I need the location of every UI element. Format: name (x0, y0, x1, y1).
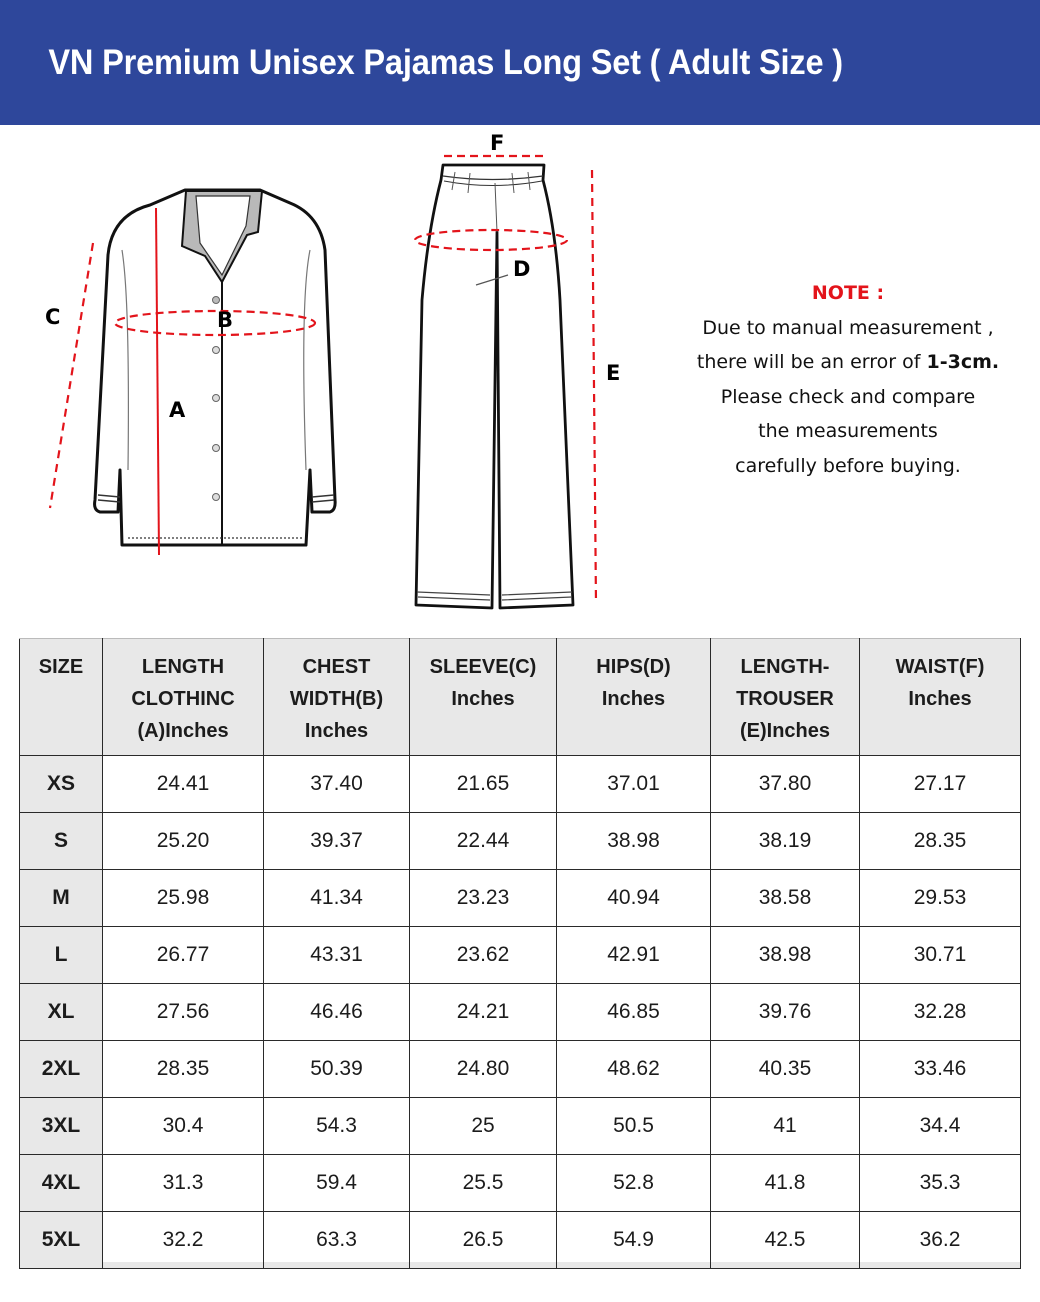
waist-cell: 28.35 (860, 813, 1021, 870)
table-row (20, 1098, 1021, 1155)
hips-cell: 50.5 (557, 1098, 711, 1155)
shirt-diagram-icon (40, 180, 340, 560)
chest-width-cell: 46.46 (264, 984, 410, 1041)
chest-width-cell: 41.34 (264, 870, 410, 927)
length-clothing-cell: 24.41 (103, 756, 264, 813)
waist-cell: 29.53 (860, 870, 1021, 927)
length-clothing-cell: 31.3 (103, 1155, 264, 1212)
length-clothing-cell: 30.4 (103, 1098, 264, 1155)
chest-width-cell: 50.39 (264, 1041, 410, 1098)
note-error-range: 1-3cm. (926, 351, 1000, 374)
shirt-label-a: A (169, 398, 186, 422)
header-waist: WAIST(F) Inches (860, 639, 1021, 756)
length-clothing-cell: 25.20 (103, 813, 264, 870)
waist-cell: 34.4 (860, 1098, 1021, 1155)
chest-width-cell: 59.4 (264, 1155, 410, 1212)
shirt-label-c: C (45, 305, 61, 329)
header-hips: HIPS(D) Inches (557, 639, 711, 756)
sleeve-cell: 25 (410, 1098, 557, 1155)
chest-width-cell: 43.31 (264, 927, 410, 984)
hips-cell: 40.94 (557, 870, 711, 927)
header-size: SIZE (20, 639, 103, 756)
table-row (20, 1212, 1021, 1269)
sleeve-cell: 26.5 (410, 1212, 557, 1269)
hips-cell: 52.8 (557, 1155, 711, 1212)
table-row (20, 870, 1021, 927)
header-length-trouser: LENGTH- TROUSER (E)Inches (711, 639, 860, 756)
sleeve-cell: 23.62 (410, 927, 557, 984)
shirt-label-b: B (217, 308, 234, 332)
length-clothing-cell: 28.35 (103, 1041, 264, 1098)
sleeve-cell: 22.44 (410, 813, 557, 870)
length-trouser-cell: 41 (711, 1098, 860, 1155)
title-banner (0, 0, 1040, 125)
size-cell: S (20, 813, 103, 870)
length-trouser-cell: 39.76 (711, 984, 860, 1041)
hips-cell: 42.91 (557, 927, 711, 984)
waist-cell: 30.71 (860, 927, 1021, 984)
sleeve-cell: 25.5 (410, 1155, 557, 1212)
size-cell: XS (20, 756, 103, 813)
note-line-2 (672, 345, 1024, 380)
table-row (20, 927, 1021, 984)
table-row (20, 756, 1021, 813)
note-line-5: carefully before buying. (735, 454, 961, 477)
note-line-2-text: there will be an error of (696, 351, 927, 374)
table-row (20, 984, 1021, 1041)
table-row (20, 1155, 1021, 1212)
sleeve-cell: 24.21 (410, 984, 557, 1041)
header-chest-width: CHEST WIDTH(B) Inches (264, 639, 410, 756)
hips-cell: 54.9 (557, 1212, 711, 1269)
note-title: NOTE : (811, 282, 885, 304)
header-length-clothing: LENGTH CLOTHINC (A)Inches (103, 639, 264, 756)
size-cell: 4XL (20, 1155, 103, 1212)
length-trouser-cell: 40.35 (711, 1041, 860, 1098)
note-line-1: Due to manual measurement , (702, 316, 994, 339)
sleeve-cell: 21.65 (410, 756, 557, 813)
page-title: VN Premium Unisex Pajamas Long Set ( Adult Size ) (48, 42, 843, 82)
table-header-row (20, 639, 1021, 756)
size-cell: M (20, 870, 103, 927)
hips-cell: 48.62 (557, 1041, 711, 1098)
table-row (20, 1041, 1021, 1098)
size-cell: 5XL (20, 1212, 103, 1269)
length-clothing-cell: 27.56 (103, 984, 264, 1041)
hips-cell: 37.01 (557, 756, 711, 813)
length-trouser-cell: 38.58 (711, 870, 860, 927)
waist-cell: 36.2 (860, 1212, 1021, 1269)
length-clothing-cell: 26.77 (103, 927, 264, 984)
length-trouser-cell: 38.19 (711, 813, 860, 870)
waist-cell: 27.17 (860, 756, 1021, 813)
measurement-note (672, 276, 1024, 484)
hips-cell: 46.85 (557, 984, 711, 1041)
length-clothing-cell: 32.2 (103, 1212, 264, 1269)
trousers-diagram-icon (400, 140, 640, 610)
size-chart-table (19, 638, 1020, 1269)
trousers-label-d: D (513, 257, 531, 281)
length-clothing-cell: 25.98 (103, 870, 264, 927)
chest-width-cell: 39.37 (264, 813, 410, 870)
chest-width-cell: 54.3 (264, 1098, 410, 1155)
sleeve-cell: 24.80 (410, 1041, 557, 1098)
waist-cell: 33.46 (860, 1041, 1021, 1098)
size-cell: 3XL (20, 1098, 103, 1155)
chest-width-cell: 63.3 (264, 1212, 410, 1269)
size-cell: 2XL (20, 1041, 103, 1098)
header-sleeve: SLEEVE(C) Inches (410, 639, 557, 756)
table-row (20, 813, 1021, 870)
chest-width-cell: 37.40 (264, 756, 410, 813)
waist-cell: 32.28 (860, 984, 1021, 1041)
length-trouser-cell: 37.80 (711, 756, 860, 813)
note-line-3: Please check and compare (720, 385, 976, 408)
trousers-label-e: E (606, 361, 621, 385)
length-trouser-cell: 41.8 (711, 1155, 860, 1212)
sleeve-cell: 23.23 (410, 870, 557, 927)
trousers-label-f: F (490, 131, 505, 155)
length-trouser-cell: 38.98 (711, 927, 860, 984)
size-cell: L (20, 927, 103, 984)
note-line-4: the measurements (758, 420, 938, 443)
length-trouser-cell: 42.5 (711, 1212, 860, 1269)
size-cell: XL (20, 984, 103, 1041)
hips-cell: 38.98 (557, 813, 711, 870)
waist-cell: 35.3 (860, 1155, 1021, 1212)
